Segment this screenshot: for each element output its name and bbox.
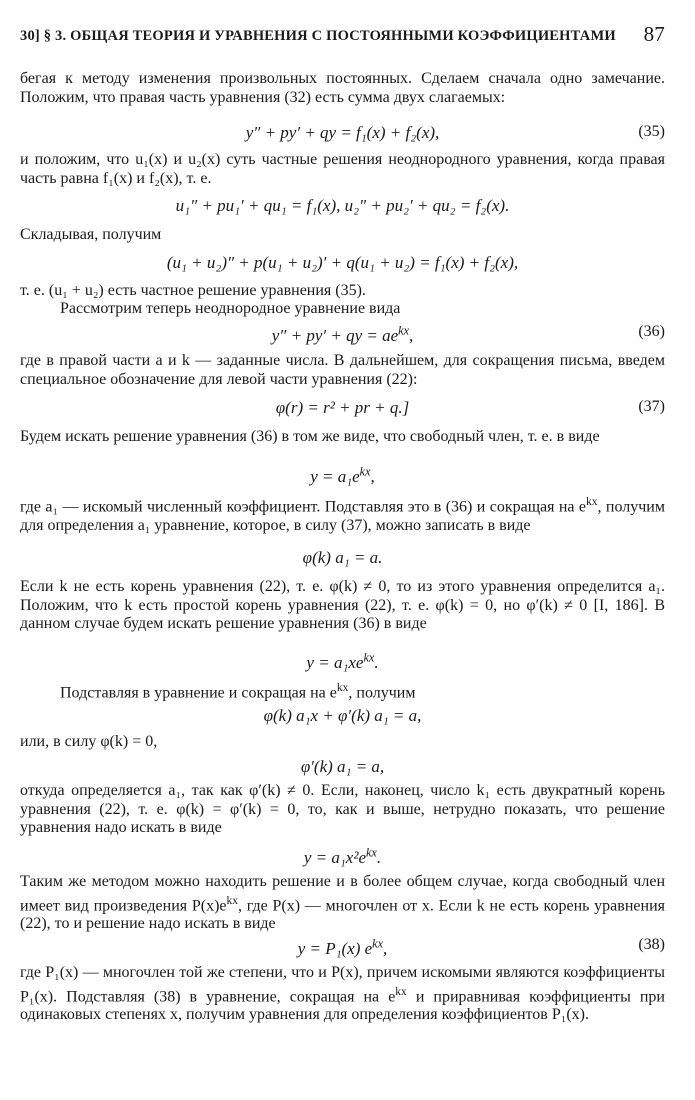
equation [20,936,665,959]
equation-text: $y = a_1e^{kx}$, [310,464,375,486]
equation-number: (38) [638,936,665,953]
running-header [20,22,665,52]
paragraph: Подставляя в уравнение и сокращая на $e^{kx}$, получим [60,682,416,702]
paragraph: и положим, что u₁(x) и u₂(x) суть частные решения неоднородного уравнения, когда правая часть равна f₁(x) и f₂(x), т. е. [20,151,665,187]
equation [20,548,665,568]
paragraph: откуда определяется a₁, так как φ′(k) ≠ 0. Если, наконец, число k₁ есть двукратный корень уравнения (22), т. е. φ(k) = φ′(k) = 0, то, как и выше, нетрудно показать, что решение уравнения надо искать в виде [20,782,665,836]
paragraph: или, в силу φ(k) = 0, [20,733,158,750]
equation [20,196,665,216]
page-number: 87 [643,22,665,46]
equation-number: (36) [638,323,665,340]
paragraph: Будем искать решение уравнения (36) в том же виде, что свободный член, т. е. в виде [20,428,600,445]
equation-text: $y = a_1xe^{kx}$. [306,650,379,672]
equation-text: φ(r) = r² + pr + q.] [275,398,410,417]
equation-text: φ(k) a₁x + φ′(k) a₁ = a, [263,706,422,725]
paragraph: где P₁(x) — многочлен той же степени, что и P(x), причем искомыми являются коэффициенты P₁(x). Подставляя (38) в уравнение, сокращая на $e^{kx}$ и приравнивая коэффициенты при одинаковых степенях x, получим уравнения для определения коэффициентов P₁(x). [20,964,665,1024]
equation-number: (35) [638,123,665,140]
equation [20,123,665,143]
equation-text: (u₁ + u₂)″ + p(u₁ + u₂)′ + q(u₁ + u₂) = f₁(x) + f₂(x), [166,253,519,272]
paragraph: где a₁ — искомый численный коэффициент. Подставляя это в (36) и сокращая на $e^{kx}$, получим для определения a₁ уравнение, которое, в силу (37), можно записать в виде [20,496,665,534]
running-title: 30] § 3. ОБЩАЯ ТЕОРИЯ И УРАВНЕНИЯ С ПОСТОЯННЫМИ КОЭФФИЦИЕНТАМИ [20,28,616,44]
equation-text: u₁″ + pu₁′ + qu₁ = f₁(x), u₂″ + pu₂′ + qu₂ = f₂(x). [175,196,510,215]
paragraph: где в правой части a и k — заданные числа. В дальнейшем, для сокращения письма, введем специальное обозначение для левой части уравнения (22): [20,352,665,388]
paragraph: Складывая, получим [20,226,162,243]
equation [20,253,665,273]
equation-text: y″ + py′ + qy = f₁(x) + f₂(x), [245,123,440,142]
equation [20,464,665,487]
paragraph: Если k не есть корень уравнения (22), т. е. φ(k) ≠ 0, то из этого уравнения определится a₁. Положим, что k есть простой корень уравнения (22), т. е. φ(k) = 0, но φ′(k) ≠ 0 [I, 186]. В данном случае будем искать решение уравнения (36) в виде [20,578,665,632]
equation-text: $y = a_1x^2e^{kx}$. [303,845,382,867]
equation [20,650,665,673]
paragraph: т. е. (u₁ + u₂) есть частное решение уравнения (35). [20,282,366,299]
equation [20,398,665,418]
equation-text: y = P₁(x) $e^{kx}$, [297,936,388,958]
equation-text: y″ + py′ + qy = $ae^{kx}$, [271,323,414,345]
equation [20,845,665,868]
equation-text: φ(k) a₁ = a. [302,548,383,567]
equation [20,757,665,777]
equation-text: φ′(k) a₁ = a, [300,757,385,776]
equation [20,323,665,346]
equation [20,706,665,726]
paragraph: Рассмотрим теперь неоднородное уравнение вида [60,300,401,317]
paragraph: бегая к методу изменения произвольных постоянных. Сделаем сначала одно замечание. Положим, что правая часть уравнения (32) есть сумма двух слагаемых: [20,70,665,106]
equation-number: (37) [638,398,665,415]
paragraph: Таким же методом можно находить решение и в более общем случае, когда свободный член имеет вид произведения $P(x)e^{kx}$, где P(x) — многочлен от x. Если k не есть корень уравнения (22), то и решение надо искать в виде [20,873,665,933]
